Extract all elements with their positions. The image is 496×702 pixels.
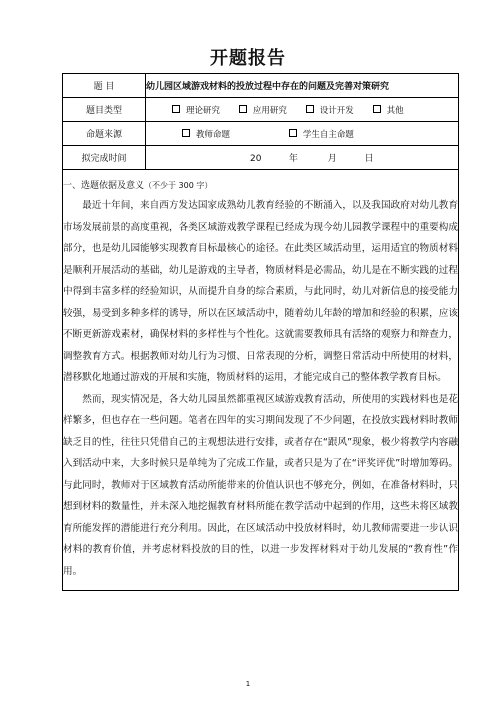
day-unit: 日 [364,154,374,164]
checkbox-icon [289,129,297,137]
paragraph: 然而，现实情况是，各大幼儿园虽然都重视区域游戏教育活动，所使用的实践材料也是花样繁多，但也存在一些问题。笔者在四年的实习期间发现了不少问题，在投放实践材料时教师缺乏目的性，往往只凭借自己的主观想法进行安排，或者存在“跟风”现象，极少将教学内容融入到活动中来，大多时候只是单纯为了完成工作量，或者只是为了在“评奖评优”时增加筹码。与此同时，教师对于区域教育活动所能带来的价值认识也不够充分，例如，在准备材料时，只想到材料的数量性，并未深入地挖掘教育材料所能在教学活动中起到的作用，这些未将区域教育所能发挥的潜能进行充分利用。因此，在区域活动中投放材料时，幼儿教师需要进一步认识材料的教育价值，并考虑材料投放的目的性，以进一步发挥材料对于幼儿发展的“教育性”作用。 [63,393,458,577]
checkbox-icon [373,105,381,113]
topic-label: 题 目 [63,74,146,98]
option-label: 应用研究 [252,105,287,116]
year-unit: 年 [288,154,298,164]
topic-row [63,74,459,98]
year-prefix: 20 [250,154,262,164]
option-label: 学生自主命题 [302,129,354,140]
checkbox-icon [172,105,180,113]
basis-row [63,170,459,591]
source-option-teacher[interactable] [182,128,230,140]
section-heading-text: 一、选题依据及意义 [63,181,145,191]
type-option-theory[interactable] [172,104,220,116]
source-option-student[interactable] [289,128,354,140]
checkbox-icon [182,129,190,137]
source-row [63,122,459,146]
section-heading [63,178,458,191]
type-option-other[interactable] [373,104,404,116]
checkbox-icon [306,105,314,113]
type-row [63,98,459,122]
page-number: 1 [245,680,251,688]
source-label: 命题来源 [63,122,146,146]
topic-value: 幼儿园区域游戏材料的投放过程中存在的问题及完善对策研究 [146,74,459,98]
time-row [63,146,459,170]
page-title: 开题报告 [210,48,286,69]
time-label: 拟完成时间 [63,146,146,170]
type-options [146,98,459,122]
option-label: 其他 [386,105,404,116]
type-label: 题目类型 [63,98,146,122]
paragraph: 最近十年间，来自西方发达国家成熟幼儿教育经验的不断涌入，以及我国政府对幼儿教育市场发展前景的高度重视，各类区域游戏教学课程已经成为现今幼儿园教学课程中的重要构成部分，也是幼儿园能够实现教育目标最核心的途径。在此类区域活动里，运用适宜的物质材料是顺利开展活动的基础，幼儿是游戏的主导者，物质材料是必需品，幼儿是在不断实践的过程中得到丰富多样的经验知识，从而提升自身的综合素质，与此同时，幼儿对新信息的接受能力较强，易受到多种多样的诱导，所以在区域活动中，随着幼儿年龄的增加和经验的积累，应该不断更新游戏素材，确保材料的多样性与个性化。这就需要教师具有活络的观察力和辩查力，调整教育方式。根据教师对幼儿行为习惯、日常表现的分析，调整日常活动中所使用的材料，潜移默化地通过游戏的开展和实施，物质材料的运用，才能完成自己的整体教学教育目标。 [63,200,458,383]
type-option-design[interactable] [306,104,354,116]
option-label: 设计开发 [319,105,354,116]
checkbox-icon [239,105,247,113]
basis-section [63,170,459,591]
type-option-applied[interactable] [239,104,287,116]
proposal-form [62,73,459,591]
time-value [146,146,459,170]
option-label: 教师命题 [196,129,231,140]
source-options [146,122,459,146]
option-label: 理论研究 [186,105,221,116]
section-heading-note: （不少于 300 字） [144,181,213,190]
month-unit: 月 [327,154,337,164]
